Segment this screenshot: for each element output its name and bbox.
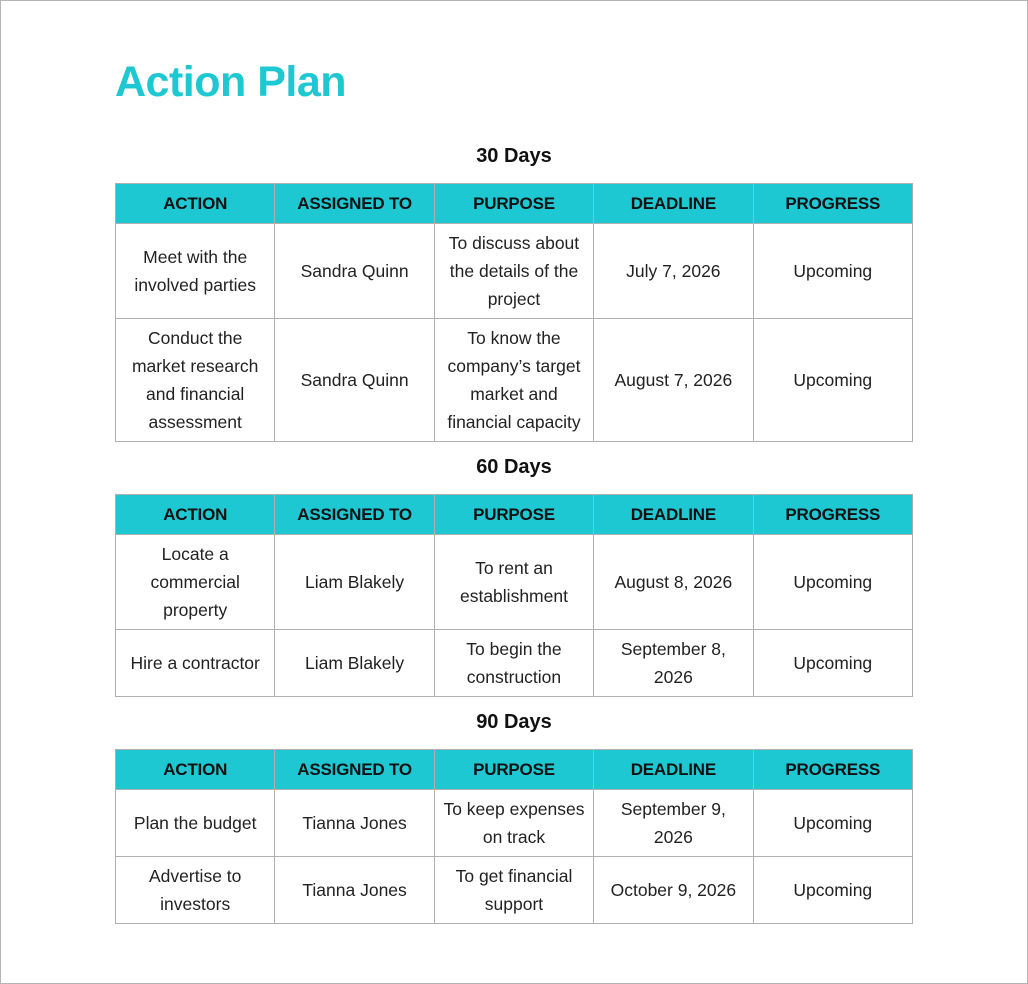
header-deadline: DEADLINE	[594, 184, 753, 224]
table-header-row	[116, 495, 913, 535]
table-row	[116, 224, 913, 319]
cell-purpose: To discuss about the details of the project	[434, 224, 593, 319]
table-row	[116, 857, 913, 924]
cell-progress: Upcoming	[753, 319, 912, 442]
header-deadline: DEADLINE	[594, 750, 753, 790]
header-action: ACTION	[116, 495, 275, 535]
header-purpose: PURPOSE	[434, 184, 593, 224]
page-title: Action Plan	[115, 58, 347, 106]
cell-assigned-to: Sandra Quinn	[275, 319, 434, 442]
table-header-row	[116, 184, 913, 224]
cell-purpose: To know the company’s target market and financial capacity	[434, 319, 593, 442]
cell-action: Conduct the market research and financial assessment	[116, 319, 275, 442]
header-action: ACTION	[116, 750, 275, 790]
cell-deadline: September 8, 2026	[594, 630, 753, 697]
cell-deadline: July 7, 2026	[594, 224, 753, 319]
header-deadline: DEADLINE	[594, 495, 753, 535]
section-heading: 90 Days	[476, 711, 552, 733]
cell-purpose: To get financial support	[434, 857, 593, 924]
cell-assigned-to: Liam Blakely	[275, 630, 434, 697]
cell-action: Plan the budget	[116, 790, 275, 857]
action-table-60-days	[115, 494, 913, 697]
cell-purpose: To begin the construction	[434, 630, 593, 697]
cell-progress: Upcoming	[753, 630, 912, 697]
header-assigned-to: ASSIGNED TO	[275, 495, 434, 535]
section-60-days	[115, 455, 913, 687]
cell-purpose: To rent an establishment	[434, 535, 593, 630]
section-heading: 30 Days	[476, 145, 552, 167]
table-row	[116, 319, 913, 442]
cell-assigned-to: Tianna Jones	[275, 857, 434, 924]
table-row	[116, 790, 913, 857]
cell-deadline: September 9, 2026	[594, 790, 753, 857]
section-30-days	[115, 144, 913, 432]
header-progress: PROGRESS	[753, 184, 912, 224]
cell-action: Locate a commercial property	[116, 535, 275, 630]
action-table-30-days	[115, 183, 913, 442]
cell-assigned-to: Sandra Quinn	[275, 224, 434, 319]
cell-action: Meet with the involved parties	[116, 224, 275, 319]
action-table-90-days	[115, 749, 913, 924]
cell-progress: Upcoming	[753, 224, 912, 319]
cell-progress: Upcoming	[753, 790, 912, 857]
cell-progress: Upcoming	[753, 535, 912, 630]
section-90-days	[115, 710, 913, 914]
header-progress: PROGRESS	[753, 750, 912, 790]
cell-deadline: August 8, 2026	[594, 535, 753, 630]
cell-action: Hire a contractor	[116, 630, 275, 697]
header-purpose: PURPOSE	[434, 750, 593, 790]
header-progress: PROGRESS	[753, 495, 912, 535]
section-heading: 60 Days	[476, 456, 552, 478]
header-action: ACTION	[116, 184, 275, 224]
table-row	[116, 630, 913, 697]
cell-action: Advertise to investors	[116, 857, 275, 924]
cell-deadline: August 7, 2026	[594, 319, 753, 442]
cell-purpose: To keep expenses on track	[434, 790, 593, 857]
header-purpose: PURPOSE	[434, 495, 593, 535]
table-header-row	[116, 750, 913, 790]
header-assigned-to: ASSIGNED TO	[275, 184, 434, 224]
table-row	[116, 535, 913, 630]
cell-assigned-to: Liam Blakely	[275, 535, 434, 630]
header-assigned-to: ASSIGNED TO	[275, 750, 434, 790]
cell-deadline: October 9, 2026	[594, 857, 753, 924]
cell-progress: Upcoming	[753, 857, 912, 924]
cell-assigned-to: Tianna Jones	[275, 790, 434, 857]
